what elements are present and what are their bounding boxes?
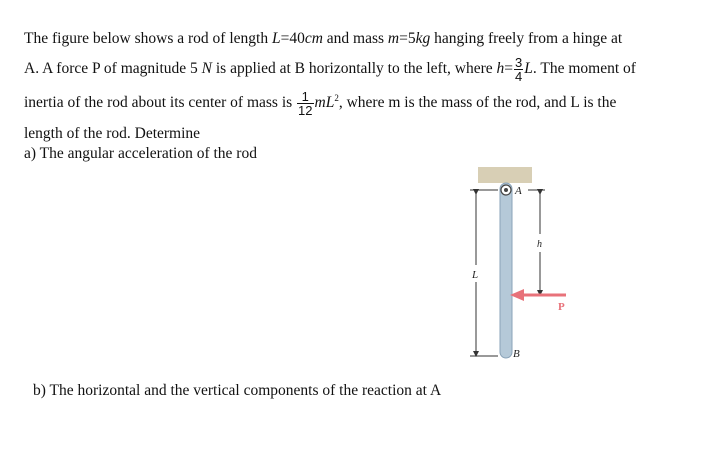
text: . The moment of (532, 60, 636, 78)
rod (500, 183, 512, 358)
equals: = (504, 60, 514, 78)
text: is applied at B horizontally to the left, where (212, 60, 497, 78)
ceiling-support (478, 167, 532, 183)
unit-kg: kg (415, 30, 431, 47)
value-length: =40 (280, 30, 305, 47)
hinge-pin-icon (504, 188, 508, 192)
label-A: A (515, 185, 522, 197)
var-m: m (387, 30, 400, 47)
text: , where m is the mass of the rod, and L is the (338, 94, 617, 112)
label-L: L (472, 269, 479, 281)
question-part-b: b) The horizontal and the vertical components of the reaction at A (33, 382, 442, 399)
text: and mass (322, 30, 388, 47)
text: The figure below shows a rod of length (24, 30, 272, 47)
unit-cm: cm (304, 30, 323, 47)
unit-N: N (201, 60, 212, 78)
problem-line-4: length of the rod. Determine (24, 125, 201, 142)
label-h: h (537, 239, 542, 250)
numerator: 1 (297, 90, 313, 104)
text: inertia of the rod about its center of mass is (24, 94, 297, 112)
var-L: L (271, 30, 281, 47)
label-P: P (558, 301, 565, 313)
text: hanging freely from a hinge at (430, 30, 623, 47)
text: A. A force P of magnitude 5 (24, 60, 202, 78)
exponent: 2 (334, 92, 339, 103)
value-mass: =5 (399, 30, 416, 47)
denominator: 12 (298, 103, 313, 118)
var-L: L (524, 60, 533, 78)
question-part-a: a) The angular acceleration of the rod (24, 145, 257, 162)
var-h: h (496, 60, 505, 78)
numerator: 3 (515, 55, 523, 70)
denominator: 4 (515, 69, 523, 84)
var-mL: mL (314, 94, 335, 112)
label-B: B (513, 348, 520, 360)
